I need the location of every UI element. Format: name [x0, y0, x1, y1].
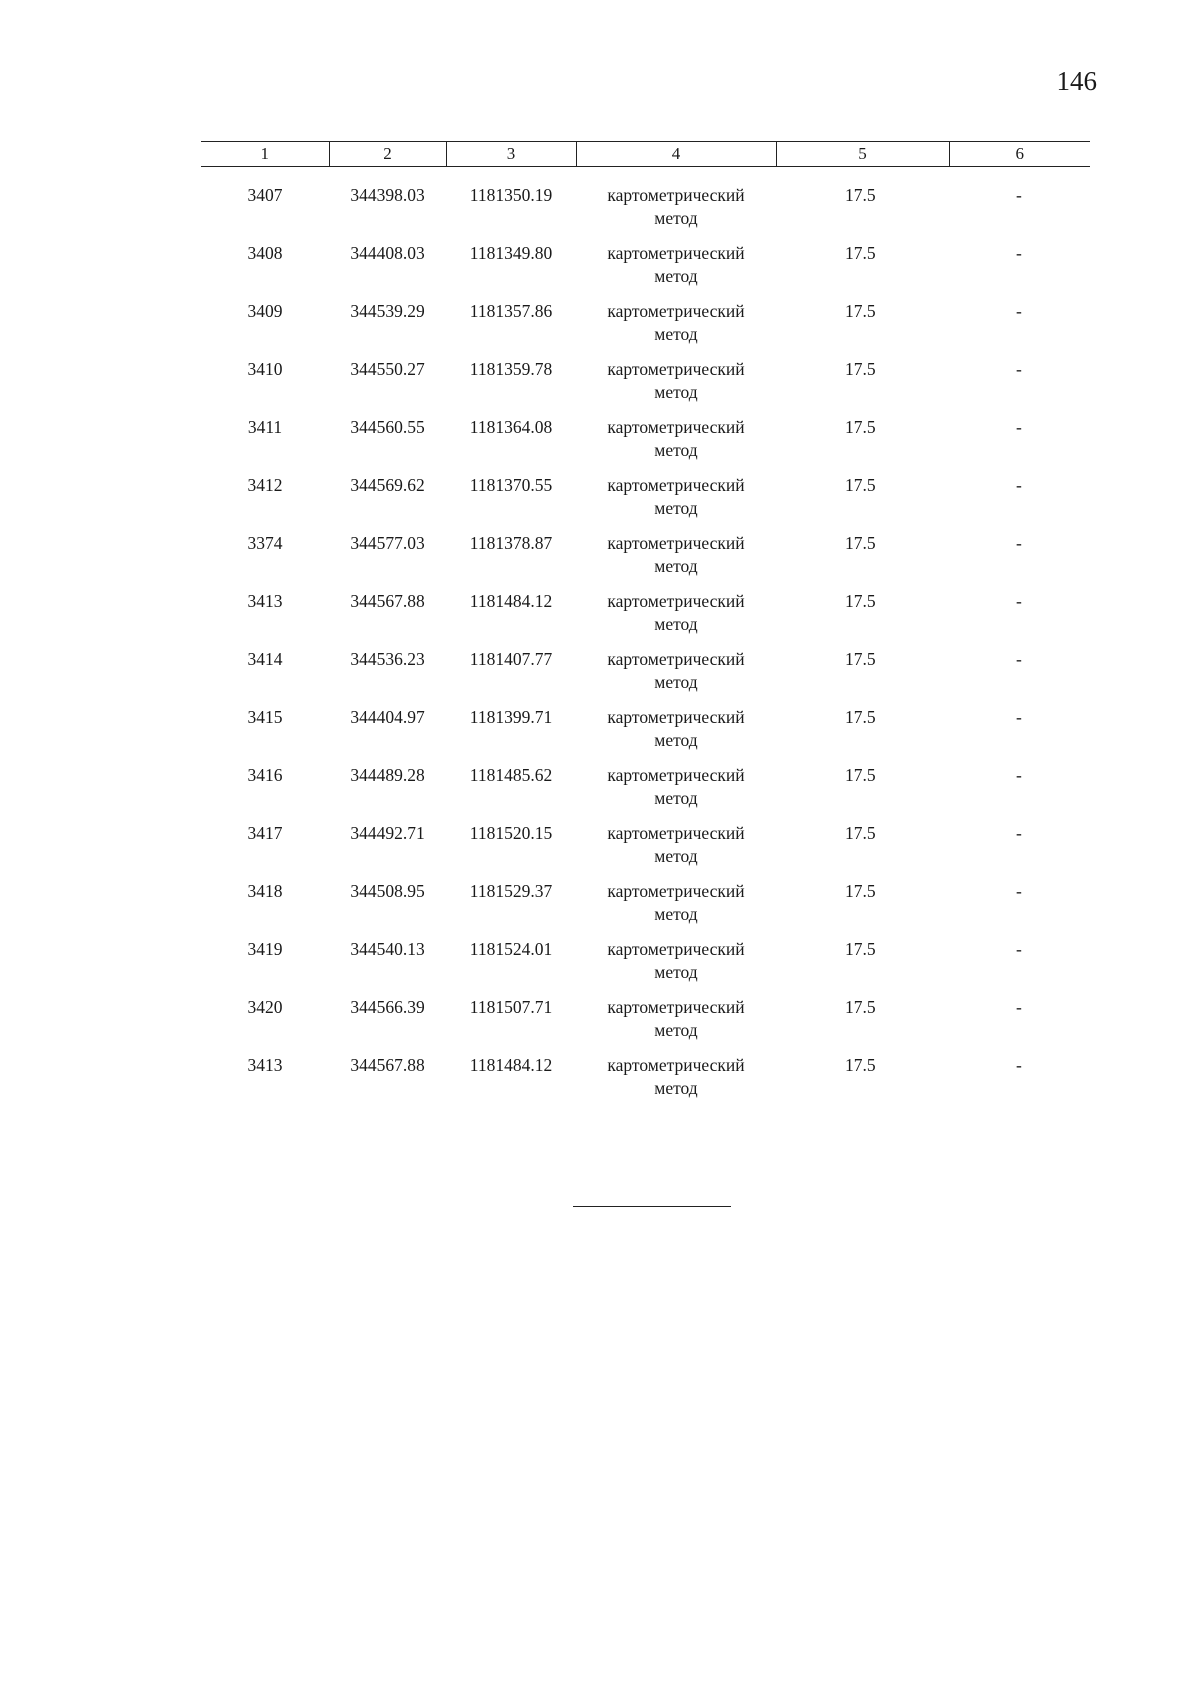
x-coordinate-cell: 344540.13: [350, 939, 425, 959]
table-header-row: [201, 142, 1090, 167]
y-coordinate-cell: 1181378.87: [469, 533, 553, 553]
table-row: [201, 242, 1090, 300]
method-line-2: метод: [654, 1020, 698, 1040]
table-row: [201, 996, 1090, 1054]
method-line-2: метод: [654, 672, 698, 692]
method-line-2: метод: [654, 1078, 698, 1098]
method-line-2: метод: [654, 614, 698, 634]
method-line-1: картометрический: [607, 359, 745, 379]
table-row: [201, 764, 1090, 822]
column-header: 5: [776, 142, 949, 167]
method-line-1: картометрический: [607, 301, 745, 321]
point-id-cell: 3412: [247, 475, 283, 495]
accuracy-cell: 17.5: [845, 533, 876, 553]
table-row: [201, 416, 1090, 474]
method-line-1: картометрический: [607, 649, 745, 669]
accuracy-cell: 17.5: [845, 243, 876, 263]
table-row: [201, 590, 1090, 648]
point-id-cell: 3416: [247, 765, 283, 785]
method-cell: [576, 1054, 776, 1112]
column-header: 1: [201, 142, 329, 167]
method-line-2: метод: [654, 498, 698, 518]
accuracy-cell: 17.5: [845, 649, 876, 669]
x-coordinate-cell: 344398.03: [350, 185, 425, 205]
table-row: [201, 167, 1090, 243]
method-line-1: картометрический: [607, 939, 745, 959]
method-line-1: картометрический: [607, 707, 745, 727]
point-id-cell: 3418: [247, 881, 283, 901]
table-row: [201, 532, 1090, 590]
method-line-2: метод: [654, 962, 698, 982]
note-cell: -: [1016, 1055, 1022, 1075]
y-coordinate-cell: 1181484.12: [469, 1055, 553, 1075]
note-cell: -: [1016, 359, 1022, 379]
note-cell: -: [1016, 997, 1022, 1017]
point-id-cell: 3409: [247, 301, 283, 321]
x-coordinate-cell: 344508.95: [350, 881, 425, 901]
y-coordinate-cell: 1181485.62: [469, 765, 553, 785]
x-coordinate-cell: 344404.97: [350, 707, 425, 727]
table-body: [201, 167, 1090, 1113]
note-cell: -: [1016, 649, 1022, 669]
x-coordinate-cell: 344408.03: [350, 243, 425, 263]
column-header: 4: [576, 142, 776, 167]
accuracy-cell: 17.5: [845, 475, 876, 495]
x-coordinate-cell: 344569.62: [350, 475, 425, 495]
y-coordinate-cell: 1181407.77: [469, 649, 553, 669]
method-line-2: метод: [654, 904, 698, 924]
method-line-1: картометрический: [607, 533, 745, 553]
table-row: [201, 358, 1090, 416]
point-id-cell: 3413: [247, 1055, 283, 1075]
point-id-cell: 3413: [247, 591, 283, 611]
y-coordinate-cell: 1181399.71: [469, 707, 553, 727]
method-cell: [576, 822, 776, 880]
x-coordinate-cell: 344567.88: [350, 1055, 425, 1075]
x-coordinate-cell: 344566.39: [350, 997, 425, 1017]
method-cell: [576, 167, 776, 243]
method-cell: [576, 764, 776, 822]
note-cell: -: [1016, 243, 1022, 263]
method-line-1: картометрический: [607, 243, 745, 263]
method-cell: [576, 300, 776, 358]
method-line-1: картометрический: [607, 185, 745, 205]
method-line-2: метод: [654, 382, 698, 402]
method-line-1: картометрический: [607, 591, 745, 611]
coordinates-table-container: [201, 141, 1090, 1112]
column-header: 6: [949, 142, 1090, 167]
method-line-2: метод: [654, 846, 698, 866]
method-line-1: картометрический: [607, 475, 745, 495]
y-coordinate-cell: 1181349.80: [469, 243, 553, 263]
y-coordinate-cell: 1181529.37: [469, 881, 553, 901]
point-id-cell: 3411: [247, 417, 283, 437]
accuracy-cell: 17.5: [845, 591, 876, 611]
table-row: [201, 880, 1090, 938]
method-line-2: метод: [654, 730, 698, 750]
accuracy-cell: 17.5: [845, 417, 876, 437]
accuracy-cell: 17.5: [845, 997, 876, 1017]
accuracy-cell: 17.5: [845, 939, 876, 959]
point-id-cell: 3374: [247, 533, 283, 553]
method-line-2: метод: [654, 266, 698, 286]
accuracy-cell: 17.5: [845, 765, 876, 785]
note-cell: -: [1016, 475, 1022, 495]
method-line-1: картометрический: [607, 417, 745, 437]
method-cell: [576, 358, 776, 416]
table-row: [201, 938, 1090, 996]
table-row: [201, 648, 1090, 706]
x-coordinate-cell: 344492.71: [350, 823, 425, 843]
x-coordinate-cell: 344550.27: [350, 359, 425, 379]
point-id-cell: 3420: [247, 997, 283, 1017]
note-cell: -: [1016, 533, 1022, 553]
table-row: [201, 1054, 1090, 1112]
note-cell: -: [1016, 301, 1022, 321]
point-id-cell: 3419: [247, 939, 283, 959]
note-cell: -: [1016, 939, 1022, 959]
x-coordinate-cell: 344539.29: [350, 301, 425, 321]
method-line-2: метод: [654, 556, 698, 576]
method-line-1: картометрический: [607, 881, 745, 901]
accuracy-cell: 17.5: [845, 301, 876, 321]
note-cell: -: [1016, 823, 1022, 843]
note-cell: -: [1016, 707, 1022, 727]
method-cell: [576, 532, 776, 590]
x-coordinate-cell: 344577.03: [350, 533, 425, 553]
point-id-cell: 3417: [247, 823, 283, 843]
y-coordinate-cell: 1181370.55: [469, 475, 553, 495]
y-coordinate-cell: 1181357.86: [469, 301, 553, 321]
x-coordinate-cell: 344567.88: [350, 591, 425, 611]
point-id-cell: 3408: [247, 243, 283, 263]
coordinates-table: [201, 141, 1090, 1112]
x-coordinate-cell: 344560.55: [350, 417, 425, 437]
y-coordinate-cell: 1181364.08: [469, 417, 553, 437]
note-cell: -: [1016, 765, 1022, 785]
column-header: 2: [329, 142, 446, 167]
method-line-2: метод: [654, 208, 698, 228]
accuracy-cell: 17.5: [845, 359, 876, 379]
y-coordinate-cell: 1181507.71: [469, 997, 553, 1017]
page-number: 146: [1056, 66, 1097, 96]
accuracy-cell: 17.5: [845, 823, 876, 843]
y-coordinate-cell: 1181484.12: [469, 591, 553, 611]
method-line-1: картометрический: [607, 823, 745, 843]
note-cell: -: [1016, 591, 1022, 611]
note-cell: -: [1016, 185, 1022, 205]
accuracy-cell: 17.5: [845, 881, 876, 901]
y-coordinate-cell: 1181359.78: [469, 359, 553, 379]
y-coordinate-cell: 1181350.19: [469, 185, 553, 205]
x-coordinate-cell: 344536.23: [350, 649, 425, 669]
y-coordinate-cell: 1181524.01: [469, 939, 553, 959]
method-cell: [576, 416, 776, 474]
method-cell: [576, 648, 776, 706]
method-line-1: картометрический: [607, 765, 745, 785]
point-id-cell: 3407: [247, 185, 283, 205]
method-line-1: картометрический: [607, 997, 745, 1017]
accuracy-cell: 17.5: [845, 1055, 876, 1075]
method-cell: [576, 706, 776, 764]
method-cell: [576, 474, 776, 532]
method-line-2: метод: [654, 440, 698, 460]
method-cell: [576, 242, 776, 300]
point-id-cell: 3414: [247, 649, 283, 669]
method-cell: [576, 938, 776, 996]
method-cell: [576, 996, 776, 1054]
note-cell: -: [1016, 417, 1022, 437]
note-cell: -: [1016, 881, 1022, 901]
point-id-cell: 3415: [247, 707, 283, 727]
table-row: [201, 706, 1090, 764]
method-cell: [576, 590, 776, 648]
table-row: [201, 822, 1090, 880]
method-cell: [576, 880, 776, 938]
x-coordinate-cell: 344489.28: [350, 765, 425, 785]
method-line-1: картометрический: [607, 1055, 745, 1075]
table-row: [201, 474, 1090, 532]
point-id-cell: 3410: [247, 359, 283, 379]
method-line-2: метод: [654, 324, 698, 344]
accuracy-cell: 17.5: [845, 185, 876, 205]
end-of-table-rule: [573, 1206, 731, 1207]
column-header: 3: [446, 142, 576, 167]
accuracy-cell: 17.5: [845, 707, 876, 727]
table-row: [201, 300, 1090, 358]
y-coordinate-cell: 1181520.15: [469, 823, 553, 843]
method-line-2: метод: [654, 788, 698, 808]
